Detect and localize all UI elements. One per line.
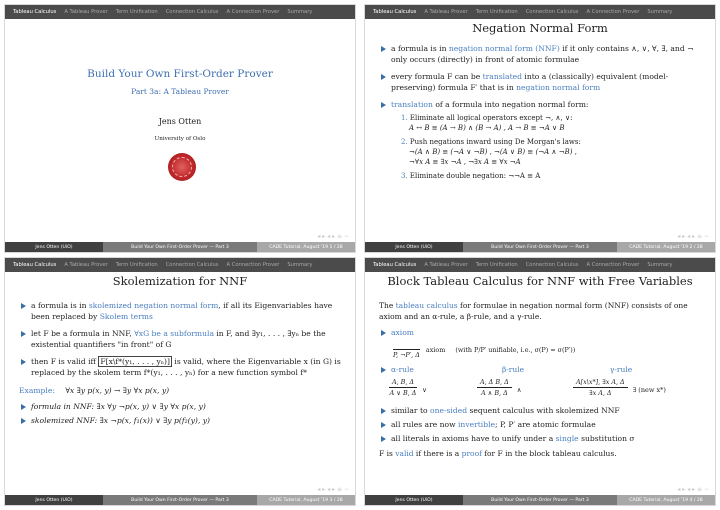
footer-talk-title: Build Your Own First-Order Prover — Part 3 bbox=[103, 495, 257, 505]
bullet-one-sided: similar to one-sided sequent calculus with skolemized NNF bbox=[379, 405, 709, 416]
footer-event-page: CADE Tutorial, August '19 3 / 28 bbox=[257, 495, 355, 505]
university-seal-logo bbox=[168, 153, 196, 181]
slide-nav-bar bbox=[365, 258, 715, 272]
footer-event-page: CADE Tutorial, August '19 2 / 28 bbox=[617, 242, 715, 252]
step-2-formula-a: ¬(A ∧ B) ≡ (¬A ∨ ¬B) , ¬(A ∨ B) ≡ (¬A ∧ ¬B) , bbox=[409, 148, 577, 156]
footer-event-page: CADE Tutorial, August '19 4 / 28 bbox=[617, 495, 715, 505]
beta-rule-label: β-rule bbox=[501, 365, 525, 374]
alpha-rule: $\frac{A, B, \Delta}{A \vee B, \Delta}$ ∨ bbox=[389, 378, 427, 397]
nav-tableau-calculus[interactable]: Tableau Calculus bbox=[13, 262, 57, 268]
slide-nav-bar bbox=[365, 5, 715, 19]
alpha-rule-label: α-rule bbox=[379, 365, 465, 374]
beamer-nav-icons[interactable]: ◂ ▸ ◂ ▸ ≡ ∽ bbox=[677, 233, 709, 240]
slide-nav-bar bbox=[5, 258, 355, 272]
slide-nav-bar bbox=[5, 5, 355, 19]
step-1: 1. Eliminate all logical operators except ¬, ∧, ∨: bbox=[401, 114, 573, 122]
nav-tableau-prover[interactable]: A Tableau Prover bbox=[424, 9, 468, 15]
rules-row bbox=[379, 377, 709, 397]
nav-tableau-calculus[interactable]: Tableau Calculus bbox=[373, 9, 417, 15]
nav-connection-calculus[interactable]: Connection Calculus bbox=[165, 262, 219, 268]
nav-summary[interactable]: Summary bbox=[647, 9, 673, 15]
bullet-nnf-definition: a formula is in negation normal form (NNF) if it only contains ∧, ∨, ∀, ∃, and ¬ only occurs (directly) in front of atomic formulae bbox=[379, 43, 705, 65]
nav-connection-calculus[interactable]: Connection Calculus bbox=[525, 262, 579, 268]
nav-connection-prover[interactable]: A Connection Prover bbox=[586, 262, 640, 268]
footer-author: Jens Otten (UiO) bbox=[365, 495, 463, 505]
example-line: Example: ∀x ∃y p(x, y) → ∃y ∀x p(x, y) bbox=[19, 386, 170, 395]
bullet-translation-equivalence: every formula F can be translated into a (classically) equivalent (model-preserving) formula F′ that is in negation normal form bbox=[379, 71, 705, 93]
presentation-author: Jens Otten bbox=[158, 117, 202, 126]
bullet-subformula: let F be a formula in NNF, ∀xG be a subformula in F, and ∃y₁, . . . , ∃yₙ be the existential quantifiers "in front" of G bbox=[19, 328, 345, 350]
slide-negation-normal-form bbox=[364, 4, 716, 253]
beamer-nav-icons[interactable]: ◂ ▸ ◂ ▸ ≡ ∽ bbox=[677, 486, 709, 493]
translation-steps-list bbox=[395, 113, 705, 181]
presentation-subtitle: Part 3a: A Tableau Prover bbox=[131, 87, 229, 96]
presentation-title: Build Your Own First-Order Prover bbox=[87, 68, 273, 80]
axiom-rule: P, ¬P′, Δ axiom (with P/P′ unifiable, i.e., σ(P) = σ(P′)) bbox=[393, 340, 709, 359]
rule-labels bbox=[379, 365, 709, 374]
beamer-nav-icons[interactable]: ◂ ▸ ◂ ▸ ≡ ∽ bbox=[317, 486, 349, 493]
footer-talk-title: Build Your Own First-Order Prover — Part 3 bbox=[463, 495, 617, 505]
slide-footer bbox=[5, 242, 355, 252]
axiom-sequent: P, ¬P′, Δ bbox=[393, 351, 420, 359]
nav-term-unification[interactable]: Term Unification bbox=[115, 262, 158, 268]
nav-term-unification[interactable]: Term Unification bbox=[115, 9, 158, 15]
step-2-formula-b: ¬∀x A ≡ ∃x ¬A , ¬∃x A ≡ ∀x ¬A bbox=[409, 158, 521, 166]
footer-author: Jens Otten (UiO) bbox=[5, 495, 103, 505]
slide-footer bbox=[365, 242, 715, 252]
slide-footer bbox=[5, 495, 355, 505]
nav-tableau-calculus[interactable]: Tableau Calculus bbox=[13, 9, 57, 15]
presentation-affiliation: University of Oslo bbox=[154, 136, 206, 142]
nav-tableau-prover[interactable]: A Tableau Prover bbox=[64, 9, 108, 15]
step-1-formula: A ↔ B ≡ (A → B) ∧ (B → A) , A → B ≡ ¬A ∨ B bbox=[409, 124, 565, 132]
bullet-validity: then F is valid iff F[x\f*(y₁, . . . , yₙ)] is valid, where the Eigenvariable x (in G) is replaced by the skolem term f*(y₁, . . . , yₙ) for a new function symbol f* bbox=[19, 356, 345, 378]
nav-connection-prover[interactable]: A Connection Prover bbox=[226, 9, 280, 15]
footer-author: Jens Otten (UiO) bbox=[5, 242, 103, 252]
bullet-skolemized-result: skolemized NNF: ∃x ¬p(x, f₁(x)) ∨ ∃y p(f₂(y), y) bbox=[19, 415, 345, 426]
beamer-nav-icons[interactable]: ◂ ▸ ◂ ▸ ≡ ∽ bbox=[317, 233, 349, 240]
axiom-label: axiom bbox=[379, 327, 709, 338]
nav-connection-calculus[interactable]: Connection Calculus bbox=[165, 9, 219, 15]
slide-body bbox=[379, 43, 705, 181]
conclusion-line: F is valid if there is a proof for F in the block tableau calculus. bbox=[379, 449, 617, 458]
slide-block-tableau-calculus bbox=[364, 257, 716, 506]
nav-connection-prover[interactable]: A Connection Prover bbox=[586, 9, 640, 15]
nav-tableau-prover[interactable]: A Tableau Prover bbox=[424, 262, 468, 268]
bullet-skolemized-nnf: a formula is in skolemized negation normal form, if all its Eigenvariables have been replaced by Skolem terms bbox=[19, 300, 345, 322]
bullet-formula-in-nnf: formula in NNF: ∃x ∀y ¬p(x, y) ∨ ∃y ∀x p(x, y) bbox=[19, 401, 345, 412]
bullet-single-substitution: all literals in axioms have to unify under a single substitution σ bbox=[379, 433, 709, 444]
bullet-invertible: all rules are now invertible; P, P′ are atomic formulae bbox=[379, 419, 709, 430]
nav-summary[interactable]: Summary bbox=[287, 9, 313, 15]
slide-body bbox=[19, 300, 345, 432]
footer-talk-title: Build Your Own First-Order Prover — Part 3 bbox=[463, 242, 617, 252]
slide-footer bbox=[365, 495, 715, 505]
slide-title bbox=[4, 4, 356, 253]
frame-title: Negation Normal Form bbox=[472, 21, 608, 35]
frame-title: Skolemization for NNF bbox=[112, 274, 248, 288]
nav-connection-prover[interactable]: A Connection Prover bbox=[226, 262, 280, 268]
frame-title: Block Tableau Calculus for NNF with Free Variables bbox=[387, 274, 693, 288]
slide-skolemization bbox=[4, 257, 356, 506]
bullet-translation-steps: translation of a formula into negation normal form: bbox=[379, 99, 705, 110]
nav-term-unification[interactable]: Term Unification bbox=[475, 9, 518, 15]
nav-tableau-calculus[interactable]: Tableau Calculus bbox=[373, 262, 417, 268]
slide-body bbox=[379, 301, 709, 458]
step-3: 3. Eliminate double negation: ¬¬A ≡ A bbox=[401, 172, 541, 180]
footer-talk-title: Build Your Own First-Order Prover — Part 3 bbox=[103, 242, 257, 252]
nav-term-unification[interactable]: Term Unification bbox=[475, 262, 518, 268]
beta-rule: $\frac{\text{A, Δ B, Δ}}{A \wedge B, \Delta}$ ∧ bbox=[465, 377, 561, 397]
gamma-rule: $\frac{\text{A[x\textbackslash{}x*], ∃x A, Δ}}{\text{∃x A, Δ}}$ ∃ (new x*) bbox=[561, 377, 701, 397]
footer-event-page: CADE Tutorial, August '19 1 / 28 bbox=[257, 242, 355, 252]
nav-summary[interactable]: Summary bbox=[647, 262, 673, 268]
nav-connection-calculus[interactable]: Connection Calculus bbox=[525, 9, 579, 15]
nav-summary[interactable]: Summary bbox=[287, 262, 313, 268]
nav-tableau-prover[interactable]: A Tableau Prover bbox=[64, 262, 108, 268]
footer-author: Jens Otten (UiO) bbox=[365, 242, 463, 252]
intro-paragraph: The tableau calculus for formulae in negation normal form (NNF) consists of one axiom and an α-rule, a β-rule, and a γ-rule. bbox=[379, 301, 688, 321]
step-2: 2. Push negations inward using De Morgan's laws: bbox=[401, 138, 581, 146]
gamma-rule-label: γ-rule bbox=[609, 365, 633, 374]
